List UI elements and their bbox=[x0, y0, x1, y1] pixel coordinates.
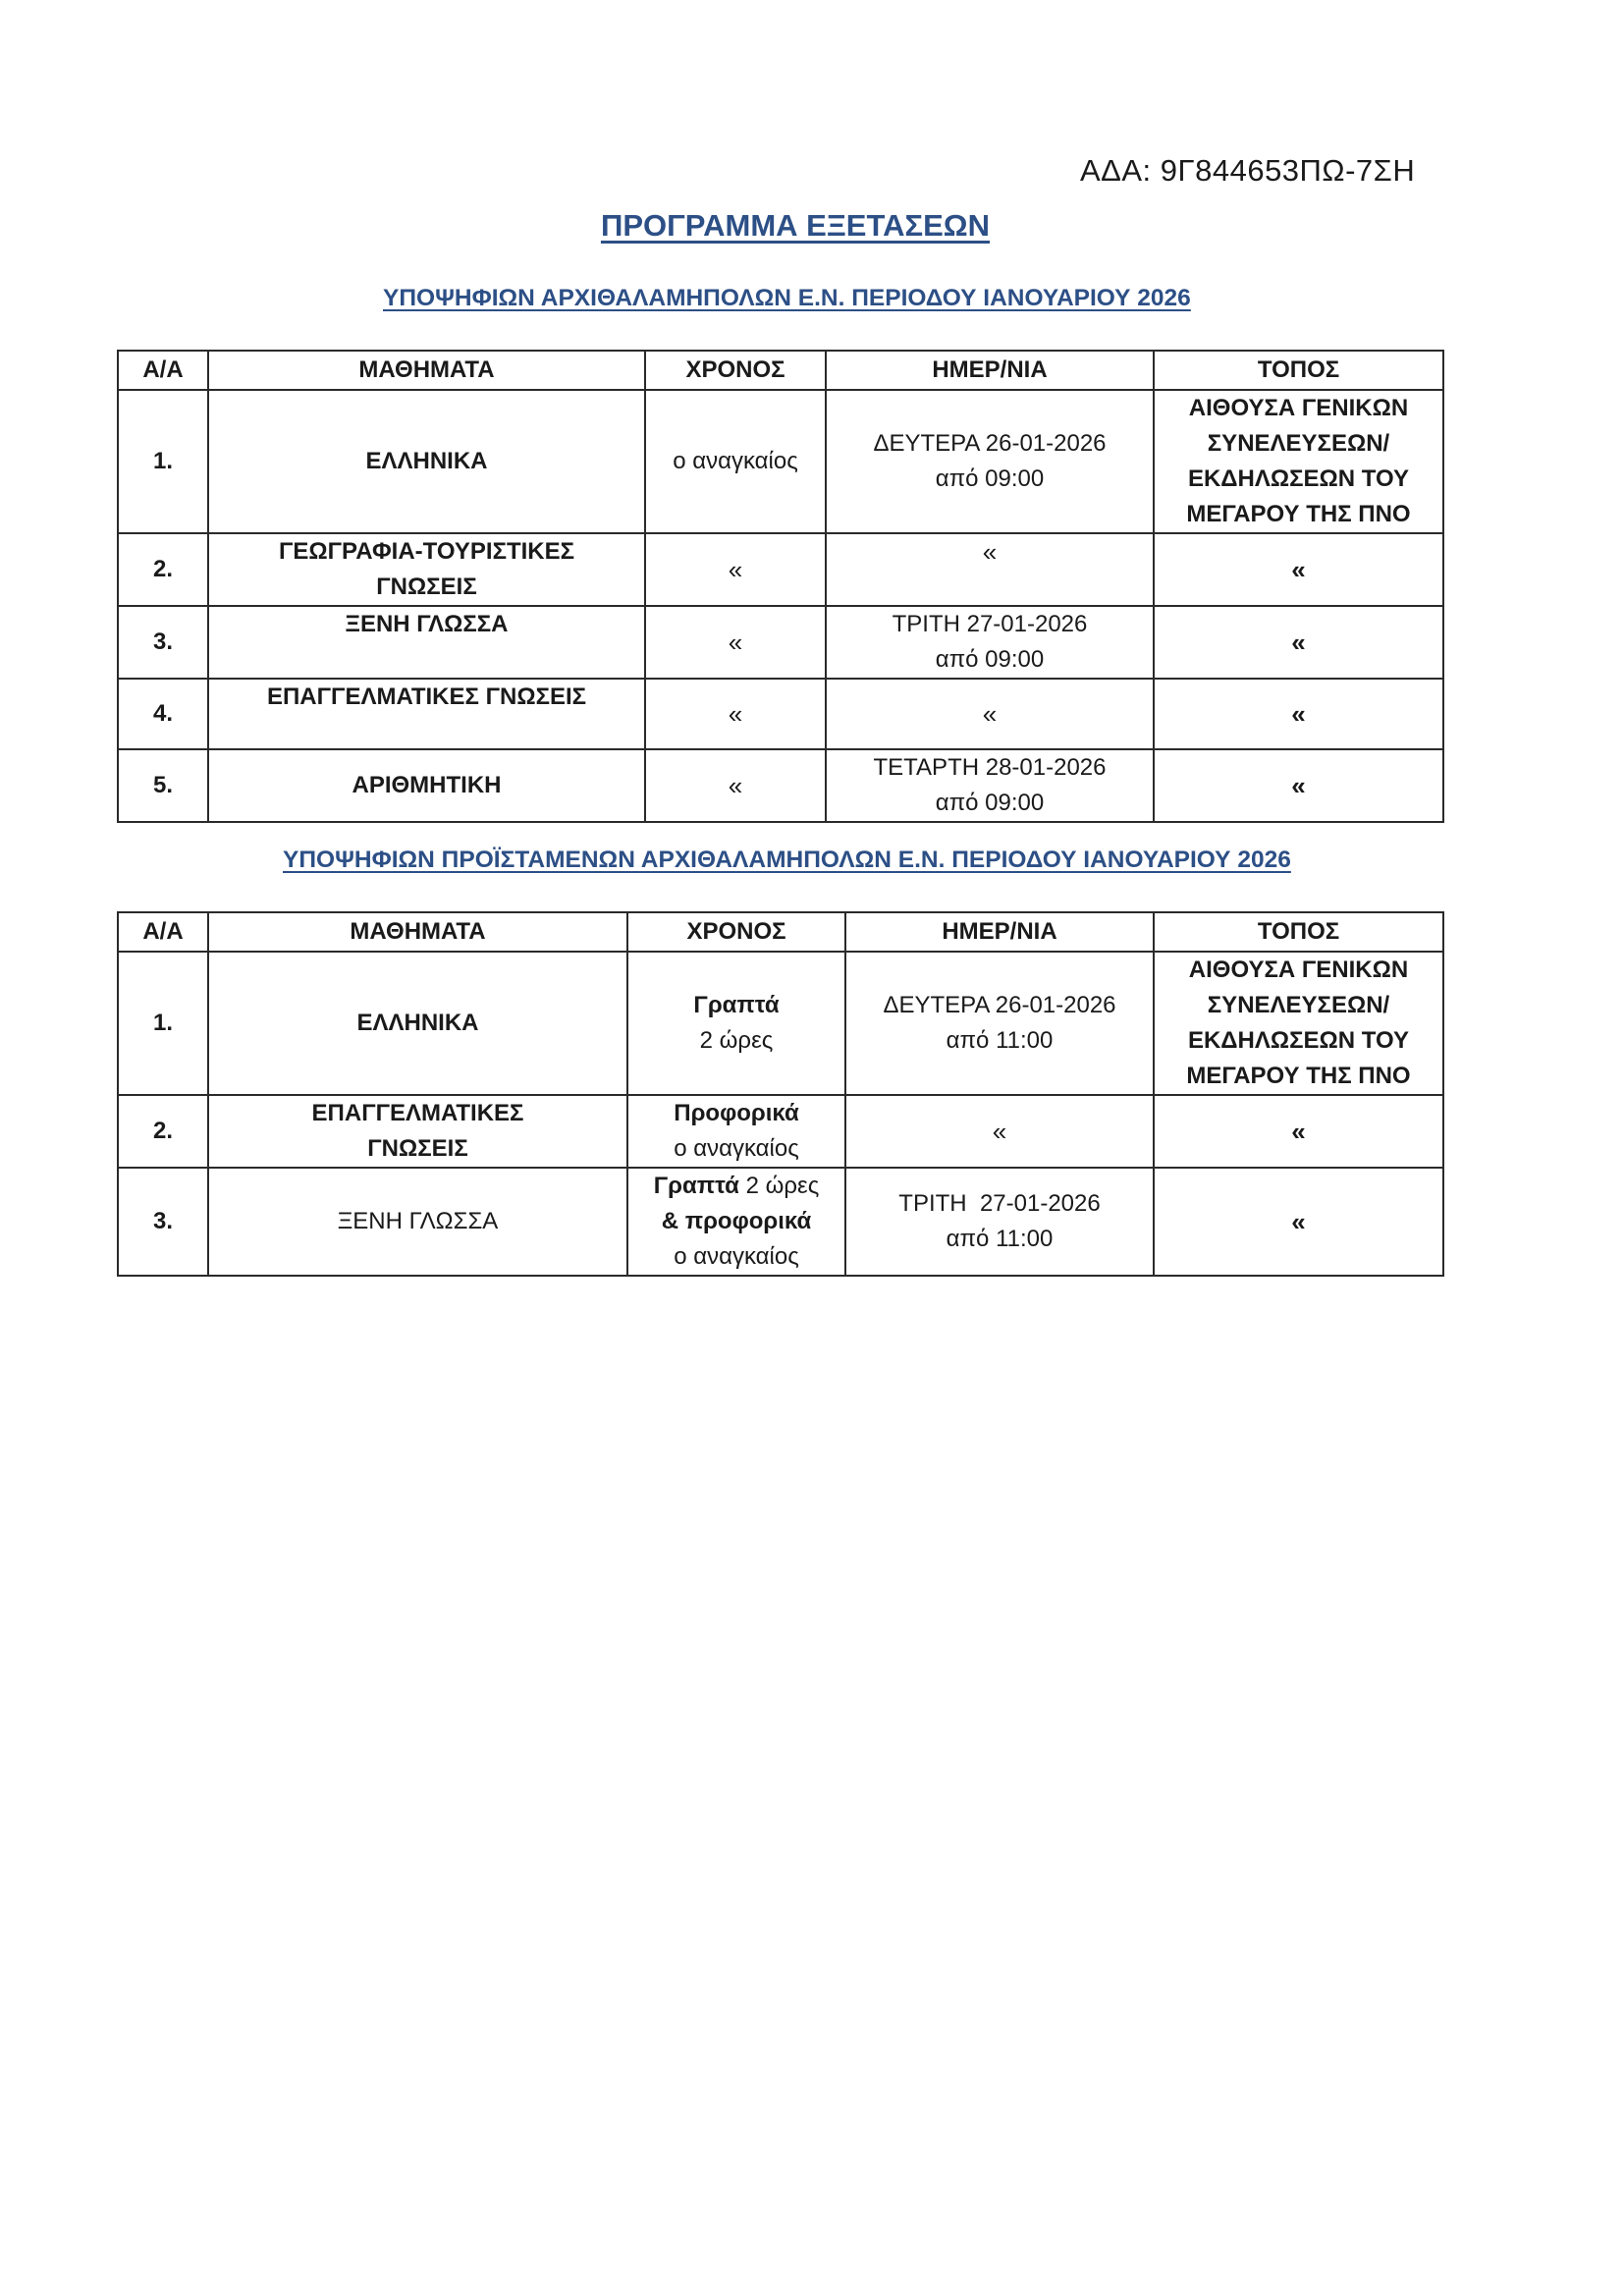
table-header-row bbox=[118, 351, 1443, 390]
header-place: ΤΟΠΟΣ bbox=[1154, 351, 1443, 390]
place-line: ΣΥΝΕΛΕΥΣΕΩΝ/ bbox=[1207, 992, 1390, 1018]
time-type: & προφορικά bbox=[661, 1208, 812, 1234]
row-place: « bbox=[1154, 533, 1443, 606]
row-place: « bbox=[1154, 1095, 1443, 1168]
row-place: « bbox=[1154, 749, 1443, 822]
ada-code: ΑΔΑ: 9Γ844653ΠΩ-7ΣΗ bbox=[1080, 153, 1416, 188]
subject-line: ΞΕΝΗ ΓΛΩΣΣΑ bbox=[337, 1208, 499, 1234]
row-no: 4. bbox=[118, 679, 208, 749]
time-line: ο αναγκαίος bbox=[673, 448, 798, 474]
row-no: 1. bbox=[118, 952, 208, 1095]
subject-line: ΓΝΩΣΕΙΣ bbox=[376, 574, 477, 600]
time-of-day: από 11:00 bbox=[946, 1027, 1054, 1054]
place-line: ΕΚΔΗΛΩΣΕΩΝ ΤΟΥ bbox=[1187, 465, 1410, 492]
header-date: ΗΜΕΡ/ΝΙΑ bbox=[826, 351, 1154, 390]
row-no: 2. bbox=[118, 1095, 208, 1168]
place-line: ΜΕΓΑΡΟΥ ΤΗΣ ΠΝΟ bbox=[1186, 1063, 1411, 1089]
time-of-day: από 09:00 bbox=[935, 465, 1045, 492]
table-row bbox=[118, 1168, 1443, 1276]
time-type: Προφορικά bbox=[674, 1100, 799, 1126]
place-line: ΣΥΝΕΛΕΥΣΕΩΝ/ bbox=[1207, 430, 1390, 457]
exam-table-2 bbox=[117, 911, 1444, 1277]
time-line: 2 ώρες bbox=[699, 1027, 774, 1054]
table-row bbox=[118, 390, 1443, 533]
row-no: 3. bbox=[118, 606, 208, 679]
row-date bbox=[826, 390, 1154, 533]
subject-line: ΕΠΑΓΓΕΛΜΑΤΙΚΕΣ bbox=[311, 1100, 524, 1126]
time-of-day: από 09:00 bbox=[935, 790, 1045, 816]
row-place bbox=[1154, 390, 1443, 533]
table-row bbox=[118, 749, 1443, 822]
table-row bbox=[118, 952, 1443, 1095]
row-subject bbox=[208, 679, 645, 749]
row-date bbox=[845, 1168, 1154, 1276]
subject-line: ΑΡΙΘΜΗΤΙΚΗ bbox=[352, 772, 502, 798]
row-no: 2. bbox=[118, 533, 208, 606]
row-no: 5. bbox=[118, 749, 208, 822]
subject-line: ΕΠΑΓΓΕΛΜΑΤΙΚΕΣ ΓΝΩΣΕΙΣ bbox=[266, 683, 587, 710]
row-subject bbox=[208, 1095, 627, 1168]
place-line: ΕΚΔΗΛΩΣΕΩΝ ΤΟΥ bbox=[1187, 1027, 1410, 1054]
time-line: ο αναγκαίος bbox=[674, 1243, 799, 1270]
subject-line: ΓΕΩΓΡΑΦΙΑ-ΤΟΥΡΙΣΤΙΚΕΣ bbox=[278, 538, 575, 565]
header-time: ΧΡΟΝΟΣ bbox=[645, 351, 826, 390]
date-line: ΤΡΙΤΗ 27-01-2026 bbox=[898, 1190, 1101, 1217]
header-subject: ΜΑΘΗΜΑΤΑ bbox=[208, 351, 645, 390]
row-date: « bbox=[826, 533, 1154, 606]
row-date: « bbox=[845, 1095, 1154, 1168]
header-no: Α/Α bbox=[118, 351, 208, 390]
table-row bbox=[118, 533, 1443, 606]
row-place bbox=[1154, 952, 1443, 1095]
row-time bbox=[627, 1168, 845, 1276]
header-subject: ΜΑΘΗΜΑΤΑ bbox=[208, 912, 627, 952]
table-row bbox=[118, 679, 1443, 749]
row-time: « bbox=[645, 749, 826, 822]
page-title: ΠΡΟΓΡΑΜΜΑ ΕΞΕΤΑΣΕΩΝ bbox=[600, 208, 991, 243]
row-no: 1. bbox=[118, 390, 208, 533]
time-type: Γραπτά bbox=[693, 992, 780, 1018]
row-no: 3. bbox=[118, 1168, 208, 1276]
row-date bbox=[826, 606, 1154, 679]
row-time: « bbox=[645, 606, 826, 679]
time-of-day: από 09:00 bbox=[935, 646, 1045, 673]
subject-line: ΕΛΛΗΝΙΚΑ bbox=[356, 1010, 479, 1036]
section1-subtitle: ΥΠΟΨΗΦΙΩΝ ΑΡΧΙΘΑΛΑΜΗΠΟΛΩΝ Ε.Ν. ΠΕΡΙΟΔΟΥ ΙΑΝΟΥΑΡΙΟΥ 2026 bbox=[383, 285, 1191, 311]
time-type: Γραπτά bbox=[653, 1173, 739, 1199]
exam-table-1 bbox=[117, 350, 1444, 823]
subject-line: ΞΕΝΗ ΓΛΩΣΣΑ bbox=[345, 611, 509, 637]
date-line: ΤΡΙΤΗ 27-01-2026 bbox=[892, 611, 1088, 637]
date-line: ΔΕΥΤΕΡΑ 26-01-2026 bbox=[873, 430, 1107, 457]
subject-line: ΕΛΛΗΝΙΚΑ bbox=[365, 448, 488, 474]
row-subject bbox=[208, 1168, 627, 1276]
table-row bbox=[118, 1095, 1443, 1168]
date-line: ΤΕΤΑΡΤΗ 28-01-2026 bbox=[873, 754, 1107, 781]
time-duration: 2 ώρες bbox=[745, 1173, 820, 1199]
row-subject bbox=[208, 952, 627, 1095]
row-time bbox=[627, 1095, 845, 1168]
header-no: Α/Α bbox=[118, 912, 208, 952]
row-date bbox=[826, 749, 1154, 822]
row-place: « bbox=[1154, 1168, 1443, 1276]
table-header-row bbox=[118, 912, 1443, 952]
time-of-day: από 11:00 bbox=[946, 1226, 1054, 1252]
place-line: ΜΕΓΑΡΟΥ ΤΗΣ ΠΝΟ bbox=[1186, 501, 1411, 527]
header-date: ΗΜΕΡ/ΝΙΑ bbox=[845, 912, 1154, 952]
place-line: ΑΙΘΟΥΣΑ ΓΕΝΙΚΩΝ bbox=[1188, 957, 1409, 983]
row-time bbox=[627, 952, 845, 1095]
row-date bbox=[845, 952, 1154, 1095]
place-line: ΑΙΘΟΥΣΑ ΓΕΝΙΚΩΝ bbox=[1188, 395, 1409, 421]
section2-subtitle: ΥΠΟΨΗΦΙΩΝ ΠΡΟΪΣΤΑΜΕΝΩΝ ΑΡΧΙΘΑΛΑΜΗΠΟΛΩΝ Ε.Ν. ΠΕΡΙΟΔΟΥ ΙΑΝΟΥΑΡΙΟΥ 2026 bbox=[283, 847, 1291, 873]
time-line: ο αναγκαίος bbox=[674, 1135, 799, 1162]
row-place: « bbox=[1154, 606, 1443, 679]
row-time bbox=[645, 390, 826, 533]
subject-line: ΓΝΩΣΕΙΣ bbox=[367, 1135, 468, 1162]
row-subject bbox=[208, 749, 645, 822]
header-place: ΤΟΠΟΣ bbox=[1154, 912, 1443, 952]
date-line: ΔΕΥΤΕΡΑ 26-01-2026 bbox=[883, 992, 1116, 1018]
row-time: « bbox=[645, 533, 826, 606]
row-date: « bbox=[826, 679, 1154, 749]
table-row bbox=[118, 606, 1443, 679]
row-place: « bbox=[1154, 679, 1443, 749]
row-time: « bbox=[645, 679, 826, 749]
header-time: ΧΡΟΝΟΣ bbox=[627, 912, 845, 952]
row-subject bbox=[208, 533, 645, 606]
row-subject bbox=[208, 606, 645, 679]
row-subject bbox=[208, 390, 645, 533]
